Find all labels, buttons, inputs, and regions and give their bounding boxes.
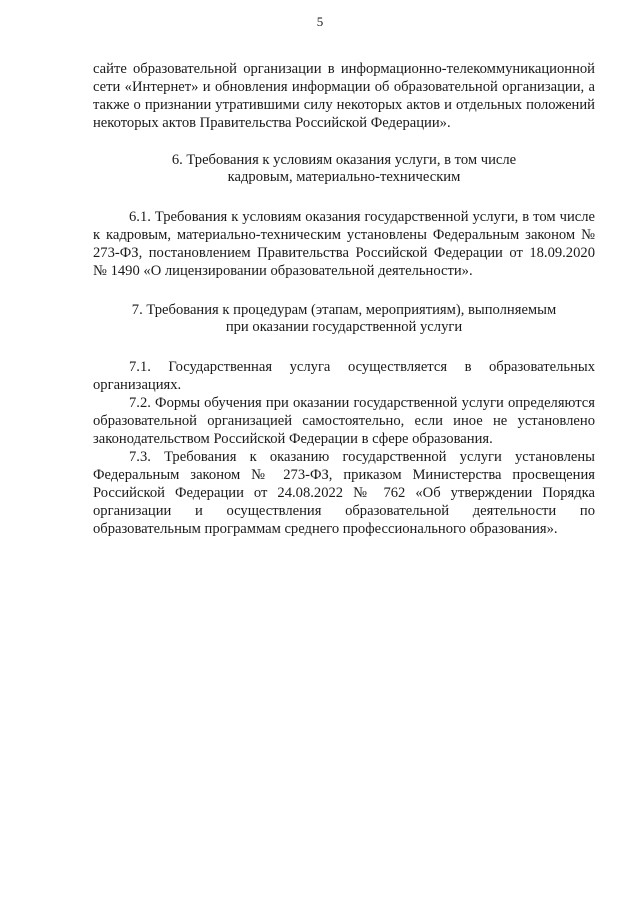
section-7-heading [93, 302, 595, 336]
paragraph-7-3: 7.3. Требования к оказанию государственной услуги установлены Федеральным законом № 273-ФЗ, приказом Министерства просвещения Российской Федерации от 24.08.2022 № 762 «Об утверждении Порядка организации и осуществления образовательной деятельности по образовательным программам среднего профессионального образования». [93, 449, 595, 537]
paragraph-7-1: 7.1. Государственная услуга осуществляется в образовательных организациях. [93, 359, 595, 393]
section-7-heading-line-2: при оказании государственной услуги [225, 319, 463, 335]
page-number: 5 [316, 14, 324, 29]
paragraph-6-1: 6.1. Требования к условиям оказания государственной услуги, в том числе к кадровым, материально-техническим установлены Федеральным законом № 273-ФЗ, постановлением Правительства Российской Федерации от 18.09.2020 № 1490 «О лицензировании образовательной деятельности». [93, 209, 595, 279]
section-6-heading-line-1: 6. Требования к условиям оказания услуги, в том числе [171, 152, 517, 168]
section-7-heading-line-1: 7. Требования к процедурам (этапам, мероприятиям), выполняемым [131, 302, 557, 318]
section-6-heading-line-2: кадровым, материально-техническим [227, 169, 461, 185]
paragraph-7-2: 7.2. Формы обучения при оказании государственной услуги определяются образовательной организацией самостоятельно, если иное не установлено законодательством Российской Федерации в сфере образования. [93, 395, 595, 447]
document-body [93, 60, 595, 538]
intro-paragraph: сайте образовательной организации в информационно-телекоммуникационной сети «Интернет» и обновления информации об образовательной организации, а также о признании утратившими силу некоторых актов и отдельных положений некоторых актов Правительства Российской Федерации». [93, 61, 595, 131]
section-6-heading [93, 152, 595, 186]
